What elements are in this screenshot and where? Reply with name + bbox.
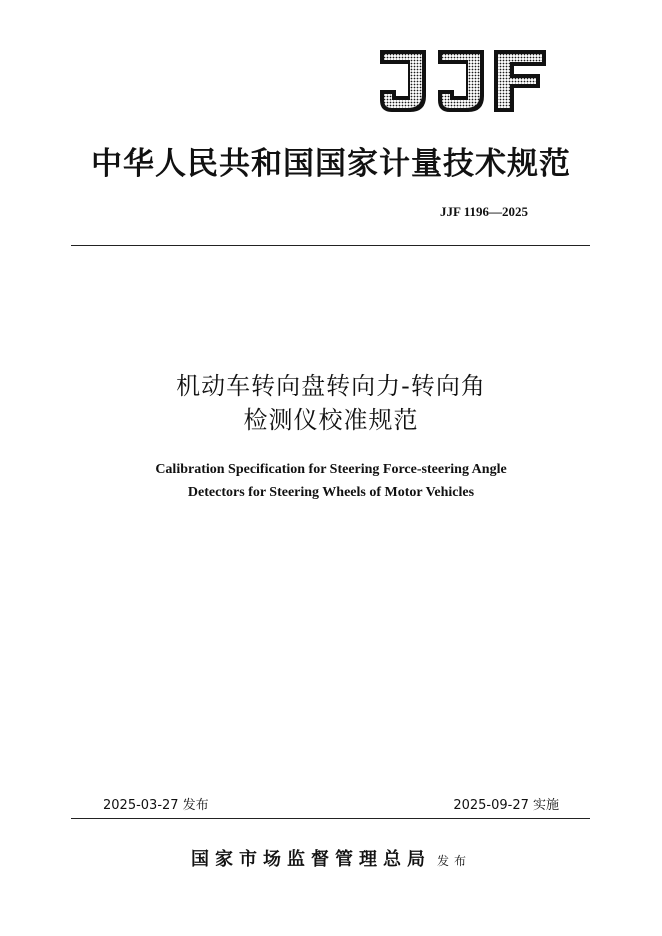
- publisher-line: [0, 845, 662, 871]
- standard-series-title: 中华人民共和国国家计量技术规范: [91, 146, 571, 182]
- publisher-action: 发布: [436, 854, 471, 868]
- jjf-logo: [374, 44, 550, 118]
- english-title-line-1: Calibration Specification for Steering Force-steering Angle: [155, 462, 507, 477]
- standard-code: JJF 1196—2025: [440, 204, 528, 219]
- english-title-line-2: Detectors for Steering Wheels of Motor Vehicles: [187, 485, 475, 500]
- top-divider: [71, 245, 590, 246]
- publisher-name: 国家市场监督管理总局: [190, 849, 431, 870]
- implementation-date: 2025-09-27 实施: [453, 798, 559, 813]
- chinese-title-line-1: 机动车转向盘转向力-转向角: [176, 372, 486, 400]
- issue-date: 2025-03-27 发布: [103, 798, 209, 813]
- chinese-title-line-2: 检测仪校准规范: [243, 406, 419, 434]
- bottom-divider: [71, 818, 590, 819]
